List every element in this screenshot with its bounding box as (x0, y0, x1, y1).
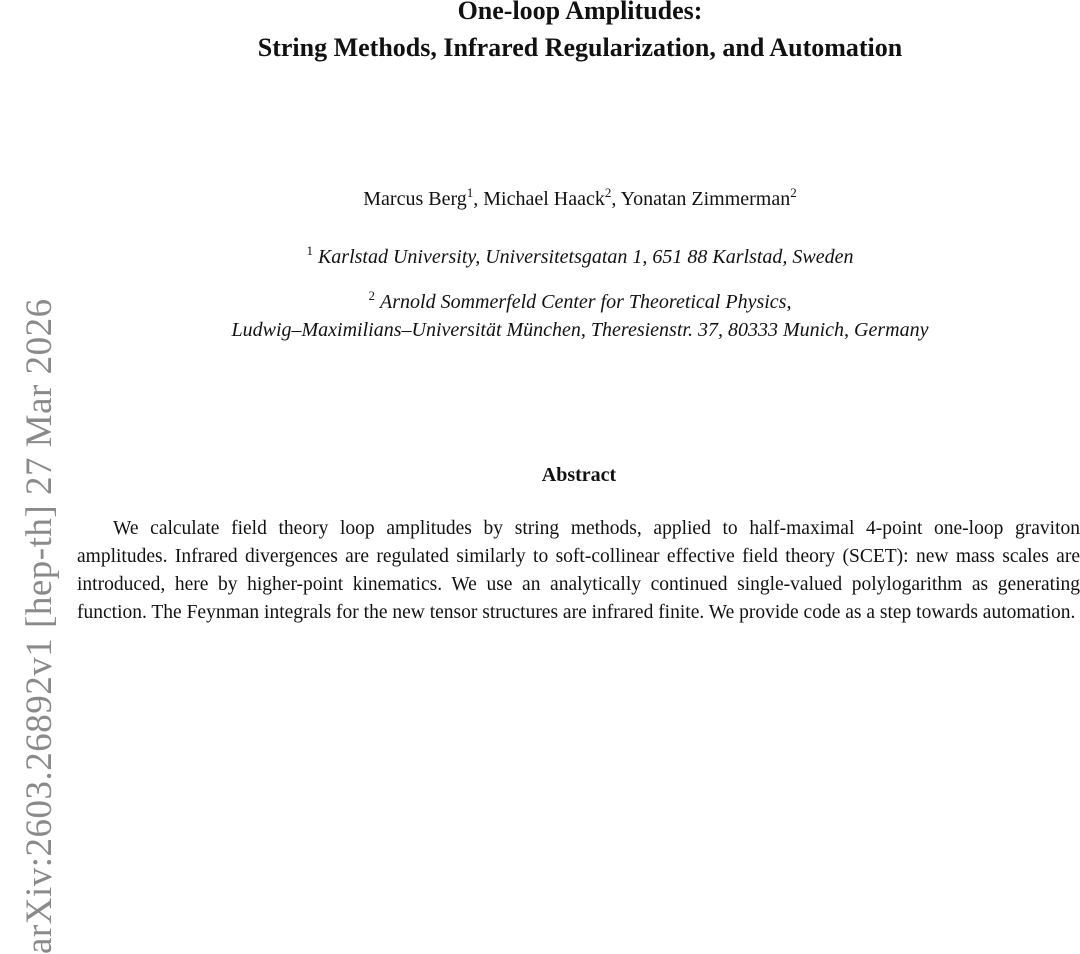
affiliation-mark: 1 (306, 243, 313, 258)
abstract-text: We calculate field theory loop amplitudes by string methods, applied to half-maximal 4-point one-loop graviton amplitudes. Infrared divergences are regulated similarly to soft-collinear effective field theory (SCET): new mass scales are introduced, here by higher-point kinematics. We use an analytically continued single-valued polylogarithm as generating function. The Feynman integrals for the new tensor structures are infrared finite. We provide code as a step towards automation. (77, 518, 1080, 623)
affiliation-text: Karlstad University, Universitetsgatan 1, 651 88 Karlstad, Sweden (317, 246, 854, 268)
affiliation-1 (0, 243, 1080, 271)
author-affiliation-mark: 2 (604, 185, 612, 200)
title-line-1: One-loop Amplitudes: (457, 0, 703, 25)
affiliation-line: Ludwig–Maximilians–Universität München, Theresienstr. 37, 80333 Munich, Germany (231, 319, 929, 341)
author-list (0, 186, 1080, 212)
affiliation-2 (0, 288, 1080, 344)
affiliation-mark: 2 (368, 288, 376, 303)
author (620, 185, 797, 210)
paper-title (0, 0, 1080, 66)
title-line-2: String Methods, Infrared Regularization, and Automation (257, 33, 903, 62)
author (483, 185, 621, 210)
affiliation-text: Arnold Sommerfeld Center for Theoretical Physics, (380, 291, 792, 313)
author-name: Yonatan Zimmerman (620, 188, 791, 210)
author-name: Marcus Berg (363, 188, 467, 210)
author (363, 185, 484, 210)
affiliation-line (0, 288, 1080, 316)
author-affiliation-mark: 1 (466, 185, 474, 200)
author-separator: , (473, 188, 484, 210)
author-affiliation-mark: 2 (790, 185, 797, 200)
author-name: Michael Haack (483, 188, 605, 210)
author-separator: , (611, 188, 621, 210)
arxiv-identifier-stamp[interactable]: arXiv:2603.26892v1 [hep-th] 27 Mar 2026 (19, 298, 60, 954)
affiliation-line (0, 243, 1080, 271)
abstract-heading: Abstract (541, 464, 617, 486)
